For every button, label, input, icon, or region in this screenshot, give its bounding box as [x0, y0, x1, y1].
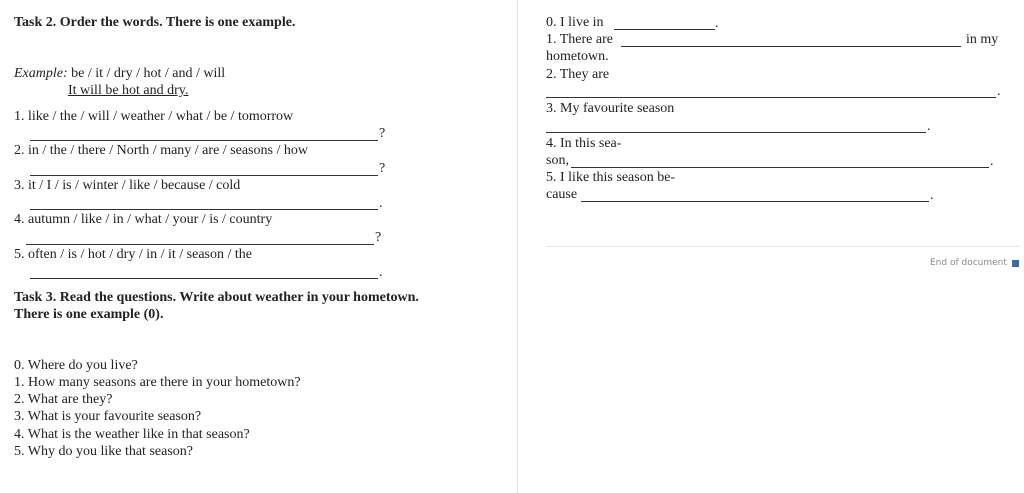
task3-question-5: 5. Why do you like that season? [14, 444, 193, 459]
answer-1-continuation: hometown. [546, 49, 609, 64]
end-divider [546, 246, 1020, 247]
answer-5-line[interactable] [581, 201, 929, 202]
answer-2-line[interactable] [546, 97, 996, 98]
task3-question-0: 0. Where do you live? [14, 358, 138, 373]
answer-0-label: 0. I live in [546, 15, 604, 30]
item-2-end: ? [379, 161, 386, 176]
answer-0-end: . [715, 16, 719, 31]
answer-4-label: 4. In this sea- [546, 136, 622, 151]
answer-line-1[interactable] [30, 140, 378, 141]
task2-example [14, 66, 225, 82]
answer-4-line[interactable] [571, 167, 989, 168]
task3-heading-line1: Task 3. Read the questions. Write about weather in your hometown. [14, 290, 419, 305]
answer-line-4[interactable] [26, 244, 374, 245]
example-answer: It will be hot and dry. [68, 83, 189, 98]
task2-heading: Task 2. Order the words. There is one example. [14, 15, 296, 30]
task3-question-4: 4. What is the weather like in that season? [14, 427, 250, 442]
answer-1-line[interactable] [621, 46, 961, 47]
answer-4-end: . [990, 154, 994, 169]
answer-3-end: . [927, 119, 931, 134]
answer-2-end: . [997, 84, 1001, 99]
answer-4-continuation: son, [546, 153, 569, 168]
task3-question-2: 2. What are they? [14, 392, 113, 407]
example-label: Example: [14, 66, 68, 81]
task3-heading-line2: There is one example (0). [14, 307, 164, 322]
answer-line-3[interactable] [30, 209, 378, 210]
answer-5-label: 5. I like this season be- [546, 170, 676, 185]
answer-5-end: . [930, 188, 934, 203]
column-divider [517, 0, 518, 493]
item-1-end: ? [379, 126, 386, 141]
task2-item-1: 1. like / the / will / weather / what / be / tomorrow [14, 109, 294, 124]
task2-item-3: 3. it / I / is / winter / like / because / cold [14, 178, 241, 193]
answer-line-2[interactable] [30, 175, 378, 176]
answer-3-label: 3. My favourite season [546, 101, 675, 116]
end-of-document-marker-icon [1012, 260, 1019, 267]
answer-1-label: 1. There are [546, 32, 613, 47]
answer-2-label: 2. They are [546, 67, 610, 82]
answer-3-line[interactable] [546, 132, 926, 133]
answer-5-continuation: cause [546, 187, 578, 202]
item-5-end: . [379, 265, 383, 280]
item-4-end: ? [375, 230, 382, 245]
answer-line-5[interactable] [30, 278, 378, 279]
end-of-document-label: End of document [930, 258, 1007, 268]
task2-item-5: 5. often / is / hot / dry / in / it / season / the [14, 247, 252, 262]
item-3-end: . [379, 196, 383, 211]
task2-item-2: 2. in / the / there / North / many / are / seasons / how [14, 143, 308, 158]
example-words: be / it / dry / hot / and / will [67, 66, 226, 81]
answer-1-tail: in my [966, 32, 999, 47]
task3-question-3: 3. What is your favourite season? [14, 409, 202, 424]
task2-item-4: 4. autumn / like / in / what / your / is / country [14, 212, 273, 227]
task3-question-1: 1. How many seasons are there in your hometown? [14, 375, 301, 390]
answer-0-line[interactable] [614, 29, 715, 30]
